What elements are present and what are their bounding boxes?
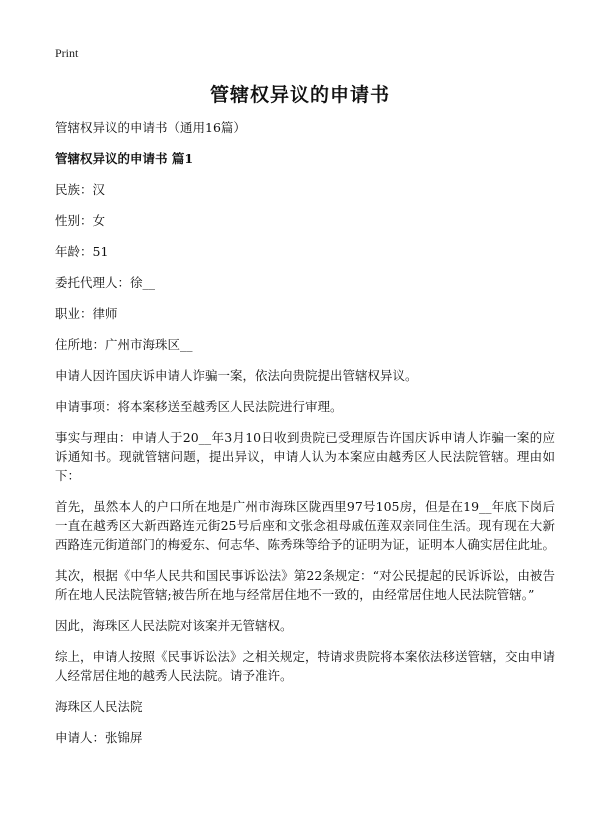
paragraph-intro: 申请人因许国庆诉申请人诈骗一案，依法向贵院提出管辖权异议。 <box>55 368 418 383</box>
paragraph-facts: 事实与理由：申请人于20__年3月10日收到贵院已受理原告许国庆诉申请人诈骗一案的应诉通知书。现就管辖问题，提出异议，申请人认为本案应由越秀区人民法院管辖。理由如下： <box>55 430 555 483</box>
field-occupation: 职业：律师 <box>55 306 118 321</box>
applicant-signature: 申请人：张锦屏 <box>55 730 143 745</box>
document-body <box>55 118 555 759</box>
paragraph-second: 其次，根据《中华人民共和国民事诉讼法》第22条规定：“对公民提起的民诉诉讼，由被告所在地人民法院管辖;被告所在地与经常居住地不一致的，由经常居住地人民法院管辖。” <box>55 568 555 602</box>
field-residence: 住所地：广州市海珠区__ <box>55 337 193 352</box>
document-title: 管辖权异议的申请书 <box>209 84 390 106</box>
section-heading: 管辖权异议的申请书 篇1 <box>55 151 194 166</box>
paragraph-matter: 申请事项：将本案移送至越秀区人民法院进行审理。 <box>55 399 343 414</box>
print-label: Print <box>55 46 79 60</box>
field-ethnicity: 民族：汉 <box>55 182 106 197</box>
paragraph-therefore: 因此，海珠区人民法院对该案并无管辖权。 <box>55 618 293 633</box>
court-name: 海珠区人民法院 <box>55 699 143 714</box>
paragraph-conclusion: 综上，申请人按照《民事诉讼法》之相关规定，特请求贵院将本案依法移送管辖，交由申请人经常居住地的越秀人民法院。请予准许。 <box>55 649 556 683</box>
paragraph-first: 首先，虽然本人的户口所在地是广州市海珠区陇西里97号105房，但是在19__年底下岗后一直在越秀区大新西路连元街25号后座和文张念祖母戚伍莲双亲同住生活。现有现在大新西路连元街道部门的梅爱东、何志华、陈秀珠等给予的证明为证，证明本人确实居住此址。 <box>55 499 556 552</box>
document-subtitle: 管辖权异议的申请书（通用16篇） <box>55 120 246 135</box>
field-age: 年龄：51 <box>55 244 109 259</box>
field-agent: 委托代理人：徐__ <box>55 275 156 290</box>
field-gender: 性别：女 <box>55 213 106 228</box>
